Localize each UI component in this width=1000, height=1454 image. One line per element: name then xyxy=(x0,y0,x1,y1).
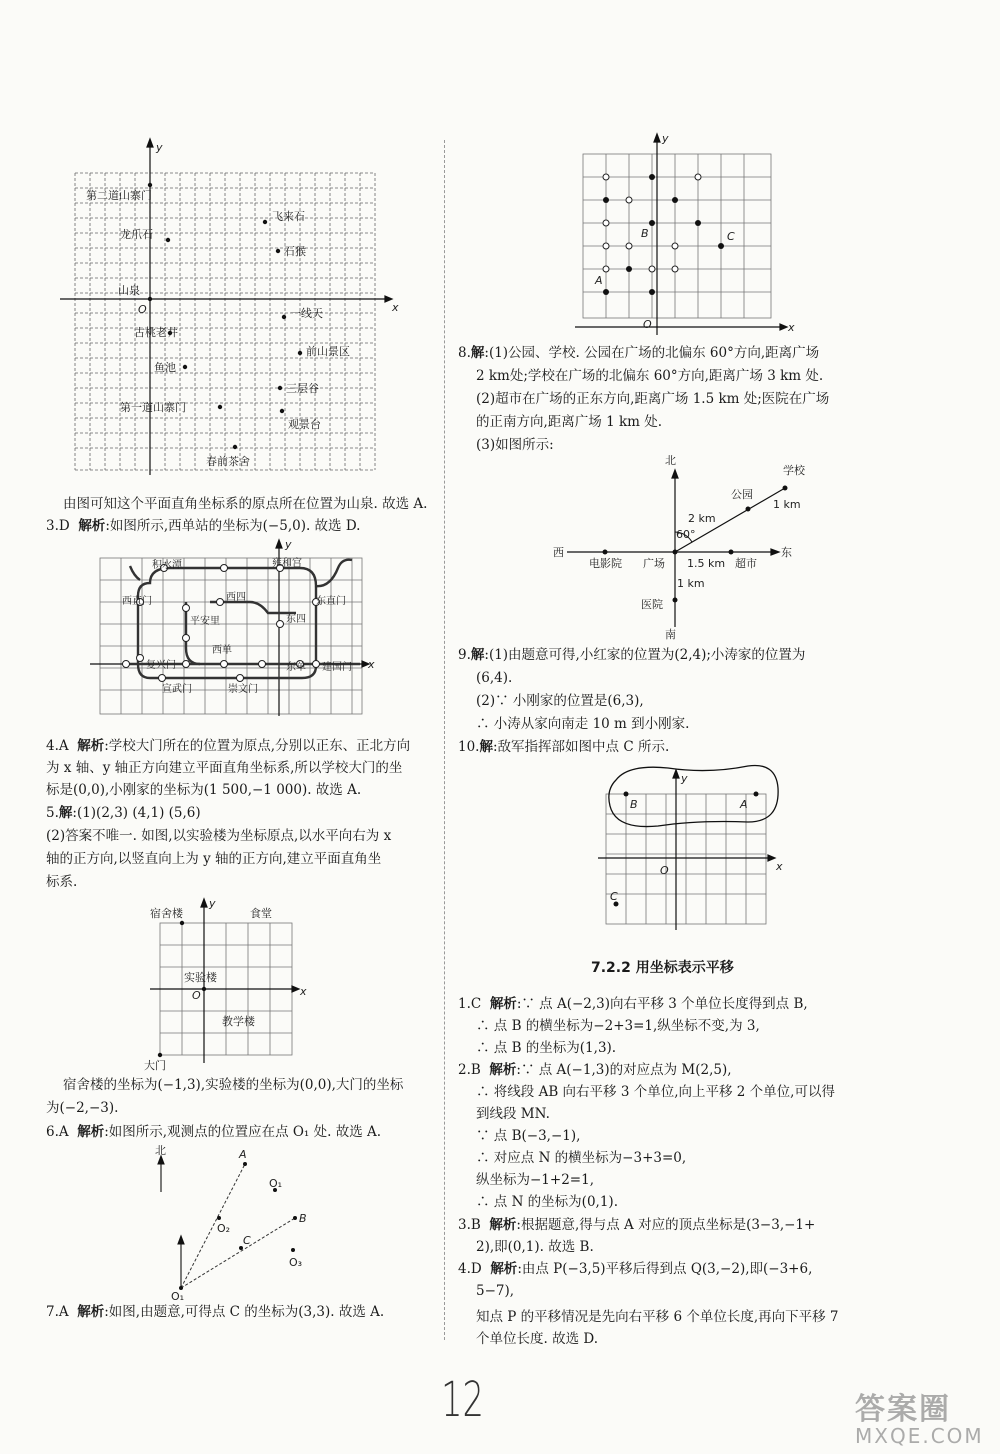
svg-text:建国门: 建国门 xyxy=(322,662,352,673)
svg-text:超市: 超市 xyxy=(735,557,757,570)
svg-text:飞来石: 飞来石 xyxy=(272,210,305,223)
svg-text:山泉: 山泉 xyxy=(118,284,140,297)
svg-text:鱼池: 鱼池 xyxy=(154,361,176,374)
svg-text:O: O xyxy=(643,318,652,331)
svg-text:B: B xyxy=(299,1212,307,1225)
svg-text:古桃老井: 古桃老井 xyxy=(134,326,178,339)
svg-text:东四: 东四 xyxy=(286,614,306,625)
svg-text:南: 南 xyxy=(665,628,676,641)
svg-text:x: x xyxy=(392,301,399,314)
svg-text:O₃: O₃ xyxy=(289,1256,303,1269)
svg-text:积水潭: 积水潭 xyxy=(152,560,182,571)
svg-text:一线天: 一线天 xyxy=(290,307,323,320)
svg-text:O: O xyxy=(138,303,147,316)
svg-text:东直门: 东直门 xyxy=(316,596,346,607)
answer-7: 7.A 解析:如图,由题意,可得点 C 的坐标为(3,3). 故选 A. xyxy=(46,1304,385,1320)
svg-text:C: C xyxy=(727,230,735,243)
compass-map-figure xyxy=(545,452,805,644)
svg-text:60°: 60° xyxy=(676,528,696,541)
svg-text:宣武门: 宣武门 xyxy=(162,684,192,695)
answer-5-line1: 5.解:(1)(2,3) (4,1) (5,6) xyxy=(46,805,201,821)
svg-text:A: A xyxy=(239,1148,247,1161)
label-second-gate: 第二道山寨门 xyxy=(86,189,152,202)
svg-text:B: B xyxy=(641,227,649,240)
svg-text:北: 北 xyxy=(665,454,676,467)
svg-text:广场: 广场 xyxy=(643,557,665,570)
svg-text:x: x xyxy=(368,658,375,671)
svg-text:1 km: 1 km xyxy=(677,577,705,590)
svg-text:食堂: 食堂 xyxy=(250,907,272,920)
svg-text:O: O xyxy=(192,989,201,1002)
svg-text:x: x xyxy=(788,321,795,334)
svg-text:O₁: O₁ xyxy=(269,1177,283,1190)
svg-text:y: y xyxy=(285,538,292,551)
svg-text:电影院: 电影院 xyxy=(589,557,622,570)
svg-text:x: x xyxy=(300,985,307,998)
svg-text:教学楼: 教学楼 xyxy=(222,1015,255,1028)
svg-text:西直门: 西直门 xyxy=(122,596,152,607)
svg-text:北: 北 xyxy=(155,1144,166,1157)
enemy-hq-figure xyxy=(598,760,783,930)
svg-text:2 km: 2 km xyxy=(688,512,716,525)
answer-10: 10.解:敌军指挥部如图中点 C 所示. xyxy=(458,739,670,755)
svg-text:春前茶舍: 春前茶舍 xyxy=(206,455,250,468)
svg-text:C: C xyxy=(610,890,618,903)
svg-text:东单: 东单 xyxy=(286,662,306,673)
observation-figure xyxy=(145,1140,335,1303)
svg-text:第一道山寨门: 第一道山寨门 xyxy=(120,401,186,414)
svg-text:崇文门: 崇文门 xyxy=(228,684,258,695)
svg-text:西: 西 xyxy=(553,546,564,559)
svg-text:西单: 西单 xyxy=(212,645,232,656)
svg-text:医院: 医院 xyxy=(641,598,663,611)
svg-text:龙爪石: 龙爪石 xyxy=(120,228,153,241)
graph1-conclusion: 由图可知这个平面直角坐标系的原点所在位置为山泉. 故选 A. xyxy=(63,496,428,512)
grid-points-figure xyxy=(575,130,795,340)
svg-text:东: 东 xyxy=(781,546,792,559)
answer-9-line1: 9.解:(1)由题意可得,小红家的位置为(2,4);小涛家的位置为 xyxy=(458,647,806,663)
svg-text:A: A xyxy=(595,274,603,287)
svg-text:平安里: 平安里 xyxy=(190,616,220,627)
svg-text:大门: 大门 xyxy=(144,1059,166,1072)
svg-text:实验楼: 实验楼 xyxy=(184,971,217,984)
svg-text:y: y xyxy=(156,141,163,154)
page-number: 12 xyxy=(441,1372,484,1428)
svg-text:石猴: 石猴 xyxy=(284,245,306,258)
svg-text:O₂: O₂ xyxy=(217,1222,231,1235)
subway-map-figure xyxy=(90,538,390,718)
answer-6: 6.A 解析:如图所示,观测点的位置应在点 O₁ 处. 故选 A. xyxy=(46,1124,382,1140)
svg-text:y: y xyxy=(662,132,669,145)
school-grid-figure xyxy=(140,895,340,1070)
section-title: 7.2.2 用坐标表示平移 xyxy=(591,960,734,976)
svg-text:O: O xyxy=(660,864,669,877)
svg-text:复兴门: 复兴门 xyxy=(146,660,176,671)
svg-text:1.5 km: 1.5 km xyxy=(687,557,726,570)
svg-text:A: A xyxy=(740,798,748,811)
svg-text:C: C xyxy=(243,1234,251,1247)
svg-text:B: B xyxy=(630,798,638,811)
svg-text:x: x xyxy=(776,860,783,873)
section-answer-1: 1.C 解析:∵ 点 A(−2,3)向右平移 3 个单位长度得到点 B, xyxy=(458,996,808,1012)
svg-text:雍和宫: 雍和宫 xyxy=(272,558,302,569)
svg-text:三层谷: 三层谷 xyxy=(286,382,319,395)
answer-8-line1: 8.解:(1)公园、学校. 公园在广场的北偏东 60°方向,距离广场 xyxy=(458,345,820,361)
svg-text:观景台: 观景台 xyxy=(288,418,321,431)
svg-text:O₁: O₁ xyxy=(171,1290,185,1303)
svg-text:宿舍楼: 宿舍楼 xyxy=(150,907,183,920)
svg-text:学校: 学校 xyxy=(783,464,805,477)
scenic-grid-figure xyxy=(60,135,400,475)
section-answer-2: 2.B 解析:∵ 点 A(−1,3)的对应点为 M(2,5), xyxy=(458,1062,732,1078)
svg-text:y: y xyxy=(209,897,216,910)
section-answer-4: 4.D 解析:由点 P(−3,5)平移后得到点 Q(3,−2),即(−3+6, xyxy=(458,1261,813,1277)
svg-text:前山景区: 前山景区 xyxy=(306,345,350,358)
svg-text:y: y xyxy=(681,772,688,785)
svg-text:公园: 公园 xyxy=(731,488,753,501)
answer-4-line1: 4.A 解析:学校大门所在的位置为原点,分别以正东、正北方向 xyxy=(46,738,411,754)
svg-text:西四: 西四 xyxy=(226,592,246,603)
watermark: 答案圈 MXQE.COM xyxy=(855,1392,984,1448)
answer-3: 3.D 解析:如图所示,西单站的坐标为(−5,0). 故选 D. xyxy=(46,518,361,534)
column-divider xyxy=(444,140,445,1340)
section-answer-3: 3.B 解析:根据题意,得与点 A 对应的顶点坐标是(3−3,−1+ xyxy=(458,1217,816,1233)
svg-text:1 km: 1 km xyxy=(773,498,801,511)
